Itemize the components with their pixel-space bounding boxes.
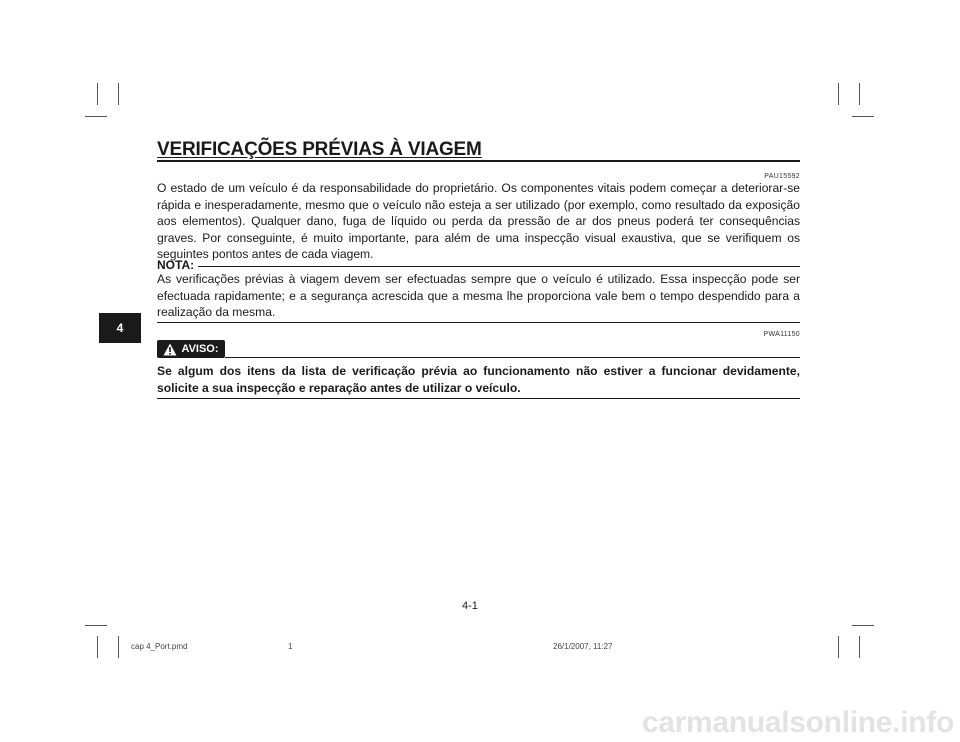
crop-mark — [97, 83, 98, 105]
crop-mark — [852, 116, 874, 117]
warning-badge — [157, 340, 225, 358]
warning-label: AVISO: — [181, 343, 219, 355]
section-code: PAU15592 — [764, 173, 800, 180]
crop-mark — [859, 83, 860, 105]
crop-mark — [852, 625, 874, 626]
warning-end-rule — [157, 398, 800, 399]
page-title: VERIFICAÇÕES PRÉVIAS À VIAGEM — [157, 139, 482, 160]
warning-code: PWA11150 — [763, 331, 800, 338]
warning-triangle-icon — [163, 343, 177, 356]
nota-rule — [198, 266, 800, 267]
nota-paragraph: As verificações prévias à viagem devem ser efectuadas sempre que o veículo é utilizado. Essa inspecção pode ser efectuada rapidamente; e a segurança acrescida que a mesma lhe proporciona vale bem o tempo despendido para a realização da mesma. — [157, 272, 800, 319]
nota-label: NOTA: — [157, 258, 195, 272]
footer-filename: cap 4_Port.pmd — [131, 642, 188, 651]
crop-mark — [838, 636, 839, 658]
title-rule — [157, 160, 800, 162]
watermark: carmanualsonline.info — [641, 706, 954, 739]
footer-sheet: 1 — [288, 642, 293, 651]
nota-end-rule — [157, 322, 800, 323]
warning-paragraph: Se algum dos itens da lista de verificação prévia ao funcionamento não estiver a funcionar devidamente, solicite a sua inspecção e reparação antes de utilizar o veículo. — [157, 364, 800, 395]
crop-mark — [859, 636, 860, 658]
crop-mark — [97, 636, 98, 658]
warning-rule — [225, 357, 800, 358]
crop-mark — [85, 625, 107, 626]
crop-mark — [838, 83, 839, 105]
intro-paragraph: O estado de um veículo é da responsabilidade do proprietário. Os componentes vitais podem começar a deteriorar-se rápida e inesperadamente, mesmo que o veículo não esteja a ser utilizado (por exemplo, como resultado da exposição aos elementos). Qualquer dano, fuga de líquido ou perda da pressão de ar dos pneus poderá ter consequências graves. Por conseguinte, é muito importante, para além de uma inspecção visual exaustiva, que se verifiquem os seguintes pontos antes de cada viagem. — [157, 181, 800, 261]
page-number: 4-1 — [462, 600, 478, 612]
chapter-tab: 4 — [99, 313, 141, 343]
crop-mark — [118, 83, 119, 105]
crop-mark — [85, 116, 107, 117]
crop-mark — [118, 636, 119, 658]
footer-date: 26/1/2007, 11:27 — [553, 642, 613, 651]
